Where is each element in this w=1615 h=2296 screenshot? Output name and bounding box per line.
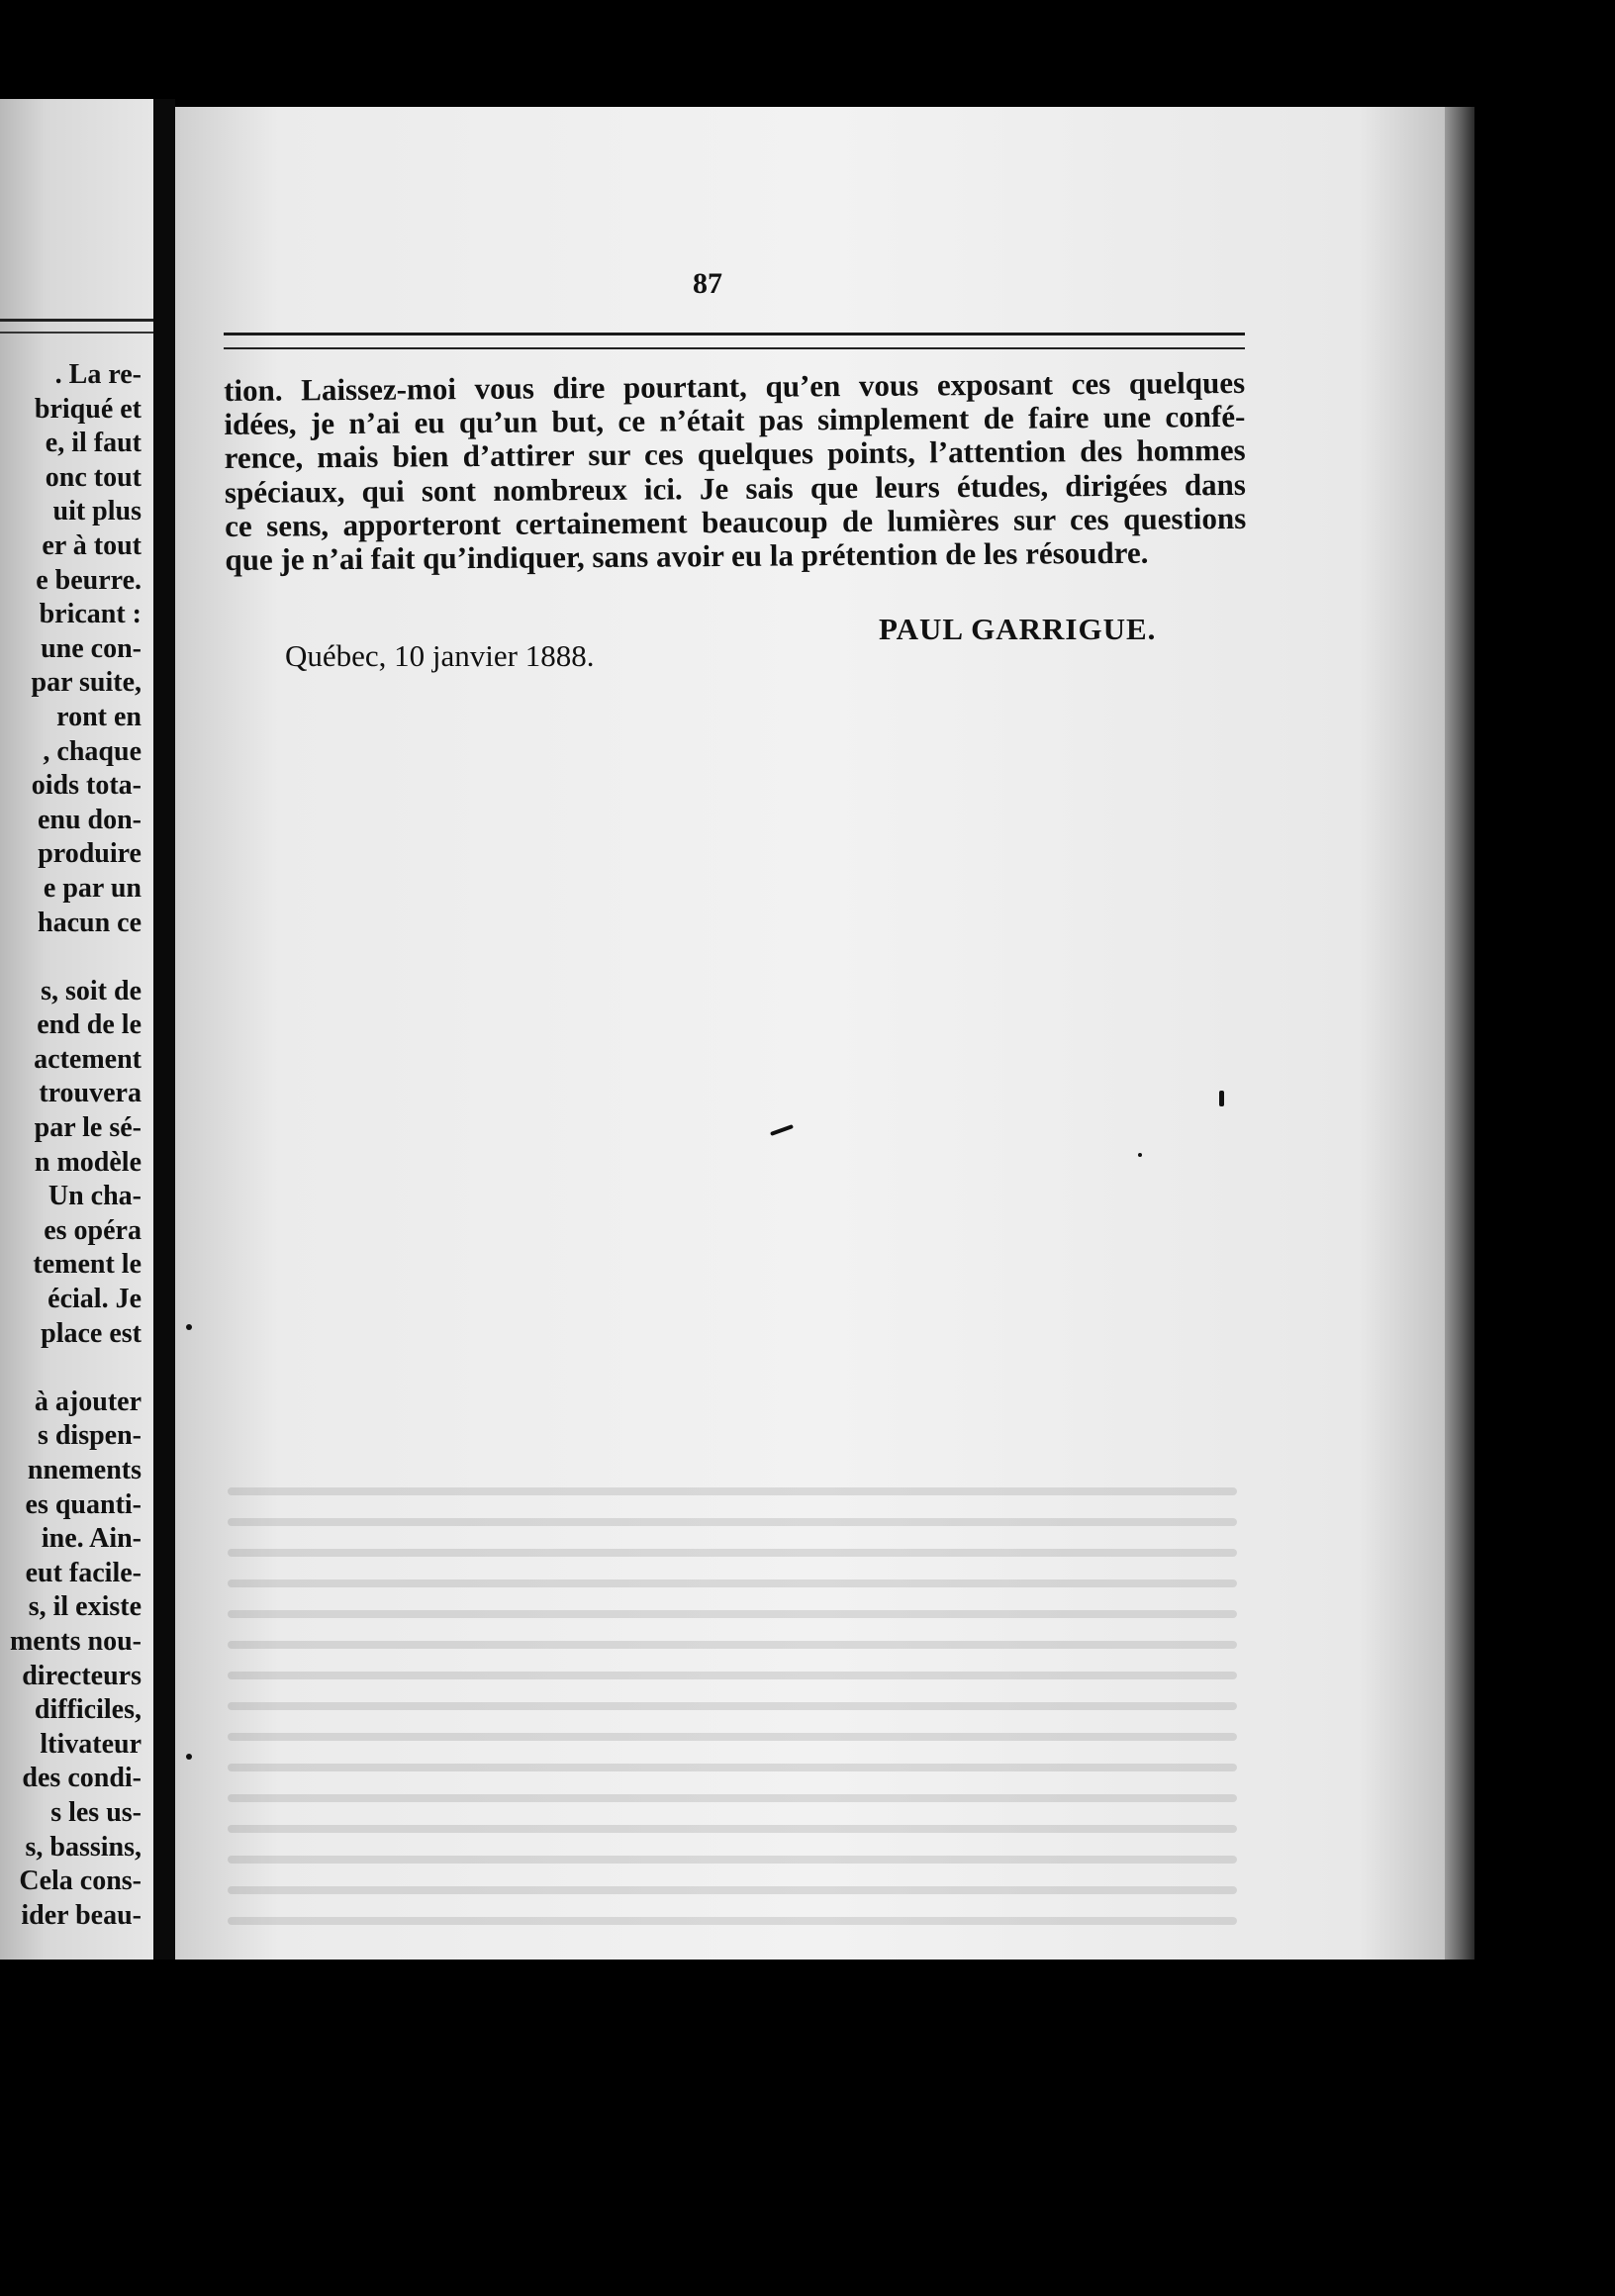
left-page-line: . La re-: [54, 359, 142, 390]
left-page-line: e, il faut: [45, 428, 142, 459]
left-page-line: e par un: [43, 872, 142, 904]
ink-speck: [186, 1324, 192, 1330]
left-page-line: Un cha-: [48, 1181, 142, 1212]
left-page-line: bricant :: [39, 599, 142, 630]
left-page-line: eut facile-: [25, 1557, 142, 1588]
body-line: ce sens, apporteront certainement beaucoup de lumières sur ces questions: [225, 500, 1247, 543]
left-page-line: end de le: [37, 1009, 142, 1041]
left-page-line: ments nou-: [9, 1625, 142, 1657]
ink-speck: [1138, 1153, 1142, 1157]
left-page-line: des condi-: [22, 1763, 142, 1794]
left-page-line: ltivateur: [40, 1728, 142, 1760]
left-page-line: e beurre.: [36, 564, 142, 596]
left-page-line: s, soit de: [41, 975, 142, 1006]
left-page-line: uit plus: [52, 496, 142, 527]
left-page-line: trouvera: [39, 1078, 142, 1109]
author-signature: PAUL GARRIGUE.: [879, 612, 1157, 646]
body-line: que je n’ai fait qu’indiquer, sans avoir eu la prétention de les résoudre.: [225, 534, 1149, 578]
left-page-line: [0, 940, 142, 975]
ink-speck: [186, 1754, 192, 1760]
left-page-line: produire: [38, 838, 142, 870]
left-page-line: directeurs: [22, 1660, 142, 1691]
left-page-line: écial. Je: [48, 1284, 142, 1315]
body-line: rence, mais bien d’attirer sur ces quelques points, l’attention des hommes: [224, 432, 1246, 476]
left-page-line: es opéra: [44, 1214, 142, 1246]
left-page-line: nnements: [27, 1455, 142, 1485]
left-page-line: ront en: [56, 701, 142, 732]
scan-border: [0, 1960, 1615, 2296]
page-number: 87: [693, 267, 722, 300]
left-page-line: par le sé-: [34, 1112, 142, 1144]
dateline: Québec, 10 janvier 1888.: [285, 638, 595, 673]
page-edge-shadow: [1445, 107, 1474, 1960]
ink-speck: [1219, 1091, 1224, 1106]
left-page-line: n modèle: [34, 1146, 142, 1178]
left-page-line: , chaque: [43, 735, 142, 767]
body-paragraph: [224, 366, 1247, 577]
body-line: tion. Laissez-moi vous dire pourtant, qu’en vous exposant ces quelques: [223, 364, 1246, 408]
left-page-text: [0, 358, 142, 2002]
left-page-line: une con-: [41, 632, 142, 664]
left-page-line: [0, 1351, 142, 1386]
left-page-line: hacun ce: [38, 907, 142, 938]
left-page-line: s les us-: [50, 1796, 142, 1828]
left-page-line: difficiles,: [34, 1694, 142, 1726]
left-page-line: tement le: [33, 1249, 142, 1281]
left-page-line: actement: [34, 1043, 142, 1075]
header-rule: [224, 333, 1245, 349]
left-page-line: er à tout: [42, 529, 142, 561]
left-page-line: enu don-: [37, 804, 142, 835]
left-page-line: oids tota-: [31, 770, 142, 802]
left-page-line: s, il existe: [28, 1591, 142, 1623]
bleed-through-texture: [228, 1465, 1237, 1960]
left-page-line: briqué et: [34, 393, 142, 425]
left-page-line: ine. Ain-: [41, 1523, 142, 1555]
left-page-rule: [0, 319, 153, 334]
body-line: idées, je n’ai eu qu’un but, ce n’était pas simplement de faire une confé-: [224, 399, 1246, 442]
left-page-line: Cela cons-: [19, 1866, 142, 1897]
left-page-line: par suite,: [31, 667, 142, 699]
left-page-line: ider beau-: [21, 1899, 142, 1931]
left-facing-page: [0, 99, 153, 1960]
book-gutter: [153, 99, 175, 1960]
left-page-line: place est: [41, 1317, 142, 1349]
left-page-line: à ajouter: [34, 1386, 142, 1417]
left-page-line: s dispen-: [37, 1420, 142, 1452]
left-page-line: s, bassins,: [25, 1831, 142, 1863]
left-page-line: es quanti-: [25, 1488, 142, 1520]
left-page-line: onc tout: [45, 461, 142, 493]
body-line: spéciaux, qui sont nombreux ici. Je sais que leurs études, dirigées dans: [224, 466, 1247, 510]
